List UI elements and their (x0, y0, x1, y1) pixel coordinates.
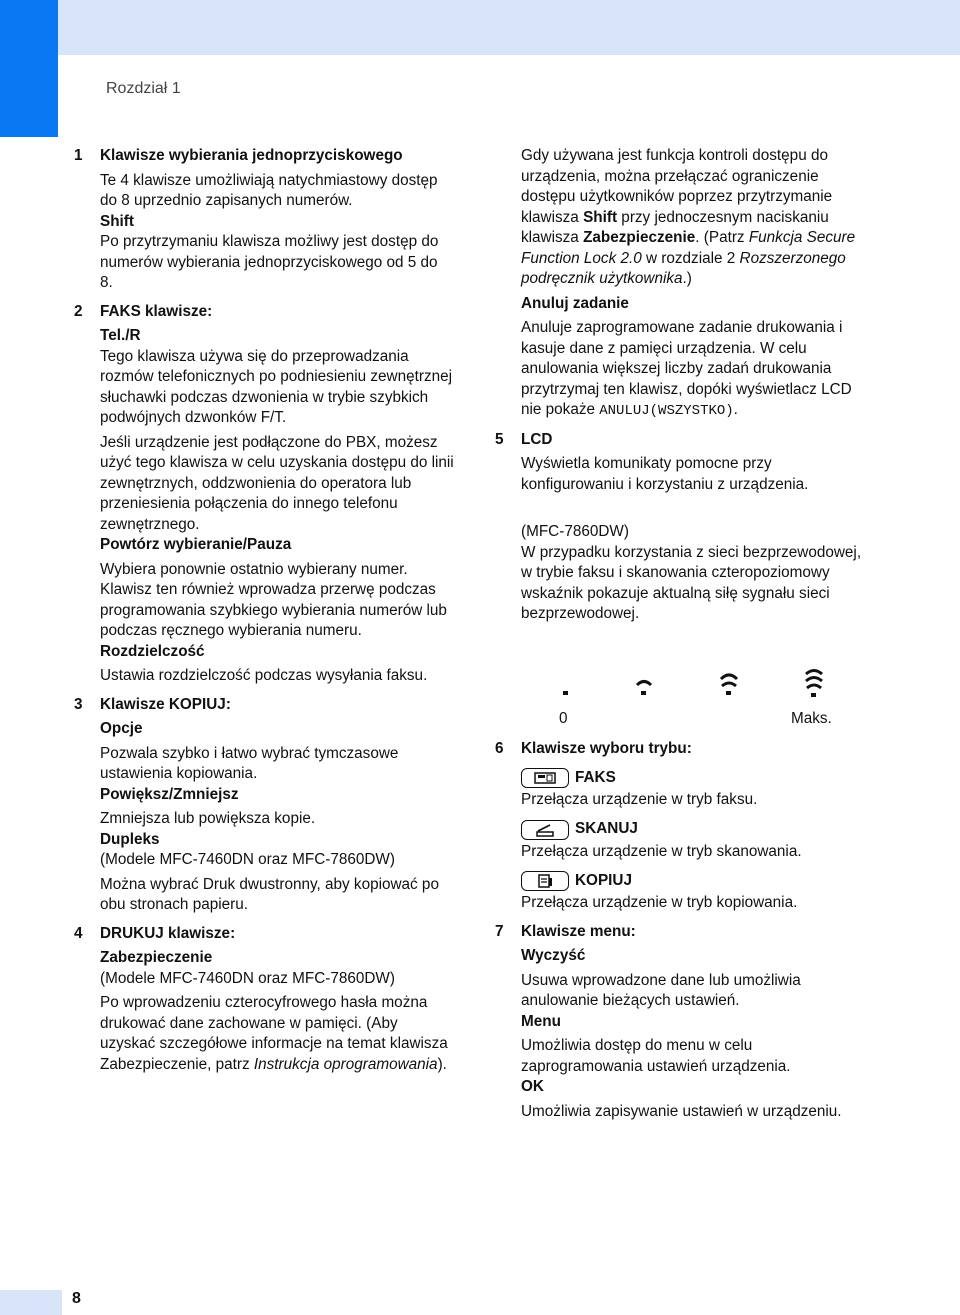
paragraph: (MFC-7860DW) (521, 523, 629, 540)
list-item-3 (74, 695, 454, 916)
copy-key-label: KOPIUJ (575, 871, 632, 889)
page-number: 8 (72, 1290, 81, 1307)
paragraph: Usuwa wprowadzone dane lub umożliwia anulowanie bieżących ustawień. (521, 971, 801, 1009)
paragraph: Po przytrzymaniu klawisza możliwy jest dostęp do numerów wybierania jednoprzyciskowego od 5 do 8. (100, 233, 439, 291)
paragraph: Po wprowadzeniu czterocyfrowego hasła można drukować dane zachowane w pamięci. (Aby uzyskać szczegółowe informacje na temat klawisza Zabezpieczenie, patrz Instrukcja oprogramowania). (100, 994, 448, 1073)
key-label-redial: Powtórz wybieranie/Pauza (100, 536, 292, 553)
signal-min-label: 0 (559, 709, 568, 727)
key-label-secure: Zabezpieczenie (100, 949, 213, 966)
list-item-2 (74, 302, 454, 687)
chapter-tab (0, 0, 58, 137)
key-label-clear: Wyczyść (521, 947, 586, 964)
header-band (58, 0, 960, 55)
signal-level-3-icon (719, 667, 739, 701)
paragraph: Te 4 klawisze umożliwiają natychmiastowy dostęp do 8 uprzednio zapisanych numerów. (100, 171, 438, 209)
paragraph: Umożliwia dostęp do menu w celu zaprogramowania ustawień urządzenia. (521, 1037, 791, 1075)
fax-key (521, 766, 875, 790)
paragraph: Przełącza urządzenie w tryb skanowania. (521, 842, 802, 860)
item-number: 5 (495, 430, 504, 448)
copy-key (521, 869, 875, 893)
item-title: Klawisze KOPIUJ: (100, 695, 231, 713)
item-title: Klawisze wyboru trybu: (521, 739, 692, 757)
paragraph: Gdy używana jest funkcja kontroli dostępu do urządzenia, można przełączać ograniczenie dostępu użytkowników poprzez przytrzymanie klawisza Shift przy jednoczesnym naciskaniu klawisza Zabezpieczenie. (Patrz Funkcja Secure Function Lock 2.0 w rozdziale 2 Rozszerzonego podręcznik użytkownika.) (521, 147, 856, 287)
paragraph: Przełącza urządzenie w tryb kopiowania. (521, 894, 798, 911)
key-label-resolution: Rozdzielczość (100, 642, 205, 660)
reference-link: Instrukcja oprogramowania (253, 1055, 438, 1073)
item-number: 4 (74, 924, 83, 942)
scan-key-label: SKANUJ (575, 820, 638, 838)
signal-scale (521, 709, 875, 731)
fax-key-label: FAKS (575, 768, 616, 786)
key-label-duplex: Dupleks (100, 830, 160, 848)
key-label-tel: Tel./R (100, 327, 141, 344)
item-number: 6 (495, 739, 504, 757)
paragraph: Zmniejsza lub powiększa kopie. (100, 810, 316, 827)
item-title: Klawisze wybierania jednoprzyciskowego (100, 147, 403, 164)
key-label-ok: OK (521, 1078, 544, 1095)
copy-icon (521, 871, 569, 891)
item-title: FAKS klawisze: (100, 302, 213, 320)
key-label-options: Opcje (100, 720, 143, 737)
item-number: 1 (74, 147, 83, 164)
item-number: 2 (74, 302, 83, 320)
list-item-4 (74, 924, 454, 1076)
paragraph: Można wybrać Druk dwustronny, aby kopiować po obu stronach papieru. (100, 875, 439, 913)
paragraph: Tego klawisza używa się do przeprowadzania rozmów telefonicznych po podniesieniu zewnętrznej słuchawki podczas dzwonienia w trybie szybkich podwójnych dzwonków F/T. (100, 347, 453, 426)
signal-max-label: Maks. (791, 709, 832, 727)
key-label-shift: Shift (100, 212, 134, 230)
item-number: 7 (495, 922, 504, 940)
signal-indicator (521, 667, 875, 705)
paragraph: Umożliwia zapisywanie ustawień w urządzeniu. (521, 1102, 842, 1120)
paragraph: (Modele MFC-7460DN oraz MFC-7860DW) (100, 969, 395, 987)
paragraph: W przypadku korzystania z sieci bezprzewodowej, w trybie faksu i skanowania czteropoziomowy wskaźnik pokazuje aktualną siłę sygnału sieci bezprzewodowej. (521, 543, 862, 622)
item-title: Klawisze menu: (521, 922, 636, 940)
signal-level-4-icon (804, 667, 824, 701)
paragraph: Przełącza urządzenie w tryb faksu. (521, 791, 758, 808)
item-title: DRUKUJ klawisze: (100, 924, 236, 942)
signal-level-2-icon (635, 667, 653, 701)
paragraph: Jeśli urządzenie jest podłączone do PBX, możesz użyć tego klawisza w celu uzyskania dostępu do linii zewnętrznych, oddzwonienia do operatora lub przeniesienia połączenia do innego telefonu zewnętrznego. (100, 433, 454, 533)
list-item-7 (495, 922, 875, 1123)
key-label-enlarge: Powiększ/Zmniejsz (100, 785, 239, 803)
scan-key (521, 818, 875, 842)
paragraph: Anuluje zaprogramowane zadanie drukowania i kasuje dane z pamięci urządzenia. W celu anulowania większej liczby zadań drukowania przytrzymaj ten klawisz, dopóki wyświetlacz LCD nie pokaże ANULUJ(WSZYSTKO). (521, 319, 852, 419)
key-label-menu: Menu (521, 1012, 561, 1030)
fax-icon (521, 768, 569, 788)
chapter-title: Rozdział 1 (106, 80, 181, 97)
right-column (495, 146, 875, 1122)
list-item-5 (495, 430, 875, 731)
paragraph: (Modele MFC-7460DN oraz MFC-7860DW) (100, 851, 395, 868)
paragraph: Wyświetla komunikaty pomocne przy konfigurowaniu i korzystaniu z urządzenia. (521, 455, 809, 493)
scanner-icon (521, 820, 569, 840)
item-title: LCD (521, 430, 553, 448)
left-column (74, 146, 454, 1075)
continued-item (495, 146, 875, 422)
signal-level-1-icon (559, 667, 573, 701)
footer-band (0, 1290, 62, 1315)
paragraph: Pozwala szybko i łatwo wybrać tymczasowe ustawienia kopiowania. (100, 744, 399, 782)
list-item-6 (495, 739, 875, 914)
list-item-1 (74, 146, 454, 294)
paragraph: Wybiera ponownie ostatnio wybierany numer. Klawisz ten również wprowadza przerwę podczas programowania szybkiego wybierania numerów lub podczas ręcznego wybierania numeru. (100, 560, 447, 639)
key-label-cancel: Anuluj zadanie (521, 294, 629, 312)
item-number: 3 (74, 695, 83, 713)
paragraph: Ustawia rozdzielczość podczas wysyłania faksu. (100, 667, 428, 684)
